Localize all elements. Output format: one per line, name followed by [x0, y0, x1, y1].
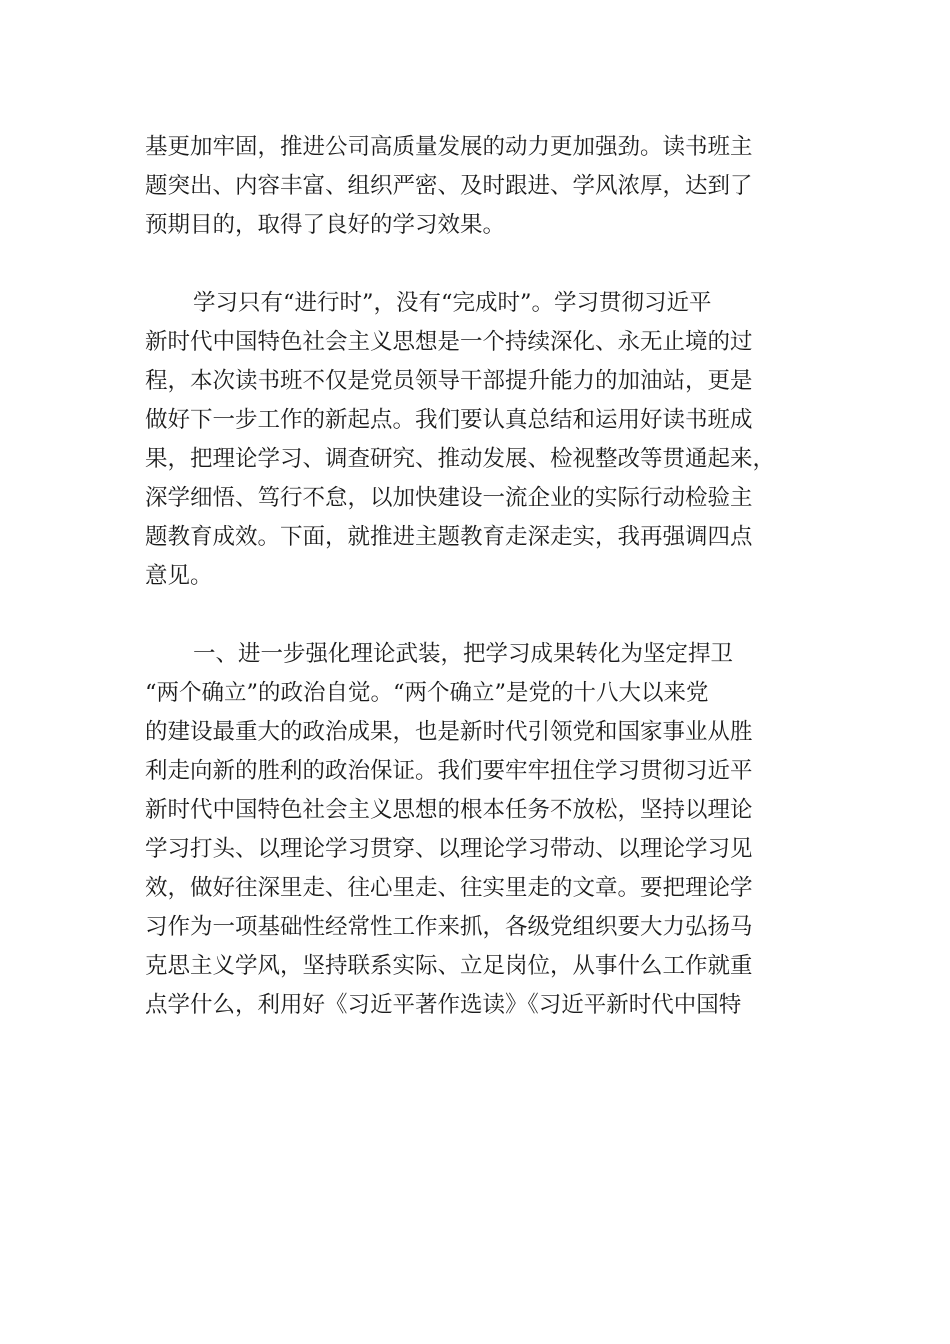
- text-line: 效，做好往深里走、往心里走、往实里走的文章。要把理论学: [145, 875, 753, 901]
- text-line: 新时代中国特色社会主义思想的根本任务不放松，坚持以理论: [145, 797, 753, 823]
- text-line: 克思主义学风，坚持联系实际、立足岗位，从事什么工作就重: [145, 953, 753, 979]
- text-line: “两个确立”的政治自觉。“两个确立”是党的十八大以来党: [145, 680, 709, 706]
- text-line: 利走向新的胜利的政治保证。我们要牢牢扭住学习贯彻习近平: [145, 758, 753, 784]
- text-line: 题突出、内容丰富、组织严密、及时跟进、学风浓厚，达到了: [145, 173, 753, 199]
- paragraph-3: [145, 635, 805, 1025]
- text-line: 做好下一步工作的新起点。我们要认真总结和运用好读书班成: [145, 407, 753, 433]
- text-line: 程，本次读书班不仅是党员领导干部提升能力的加油站，更是: [145, 368, 753, 394]
- text-line: 基更加牢固，推进公司高质量发展的动力更加强劲。读书班主: [145, 134, 753, 160]
- text-line: 意见。: [145, 563, 213, 589]
- text-line: 题教育成效。下面，就推进主题教育走深走实，我再强调四点: [145, 524, 753, 550]
- paragraph-spacer: [145, 596, 805, 635]
- paragraph-spacer: [145, 245, 805, 284]
- text-line: 习作为一项基础性经常性工作来抓，各级党组织要大力弘扬马: [145, 914, 753, 940]
- text-line: 一、进一步强化理论武装，把学习成果转化为坚定捍卫: [193, 641, 734, 667]
- text-line: 学习只有“进行时”，没有“完成时”。学习贯彻习近平: [193, 290, 712, 316]
- text-line: 新时代中国特色社会主义思想是一个持续深化、永无止境的过: [145, 329, 753, 355]
- text-line: 的建设最重大的政治成果，也是新时代引领党和国家事业从胜: [145, 719, 753, 745]
- text-line: 学习打头、以理论学习贯穿、以理论学习带动、以理论学习见: [145, 836, 753, 862]
- paragraph-2: [145, 284, 805, 596]
- document-body: [145, 128, 805, 1025]
- paragraph-1: [145, 128, 805, 245]
- text-line: 预期目的，取得了良好的学习效果。: [145, 212, 506, 238]
- text-line: 果，把理论学习、调查研究、推动发展、检视整改等贯通起来，: [145, 446, 776, 472]
- text-line: 点学什么，利用好《习近平著作选读》《习近平新时代中国特: [145, 992, 742, 1018]
- text-line: 深学细悟、笃行不怠，以加快建设一流企业的实际行动检验主: [145, 485, 753, 511]
